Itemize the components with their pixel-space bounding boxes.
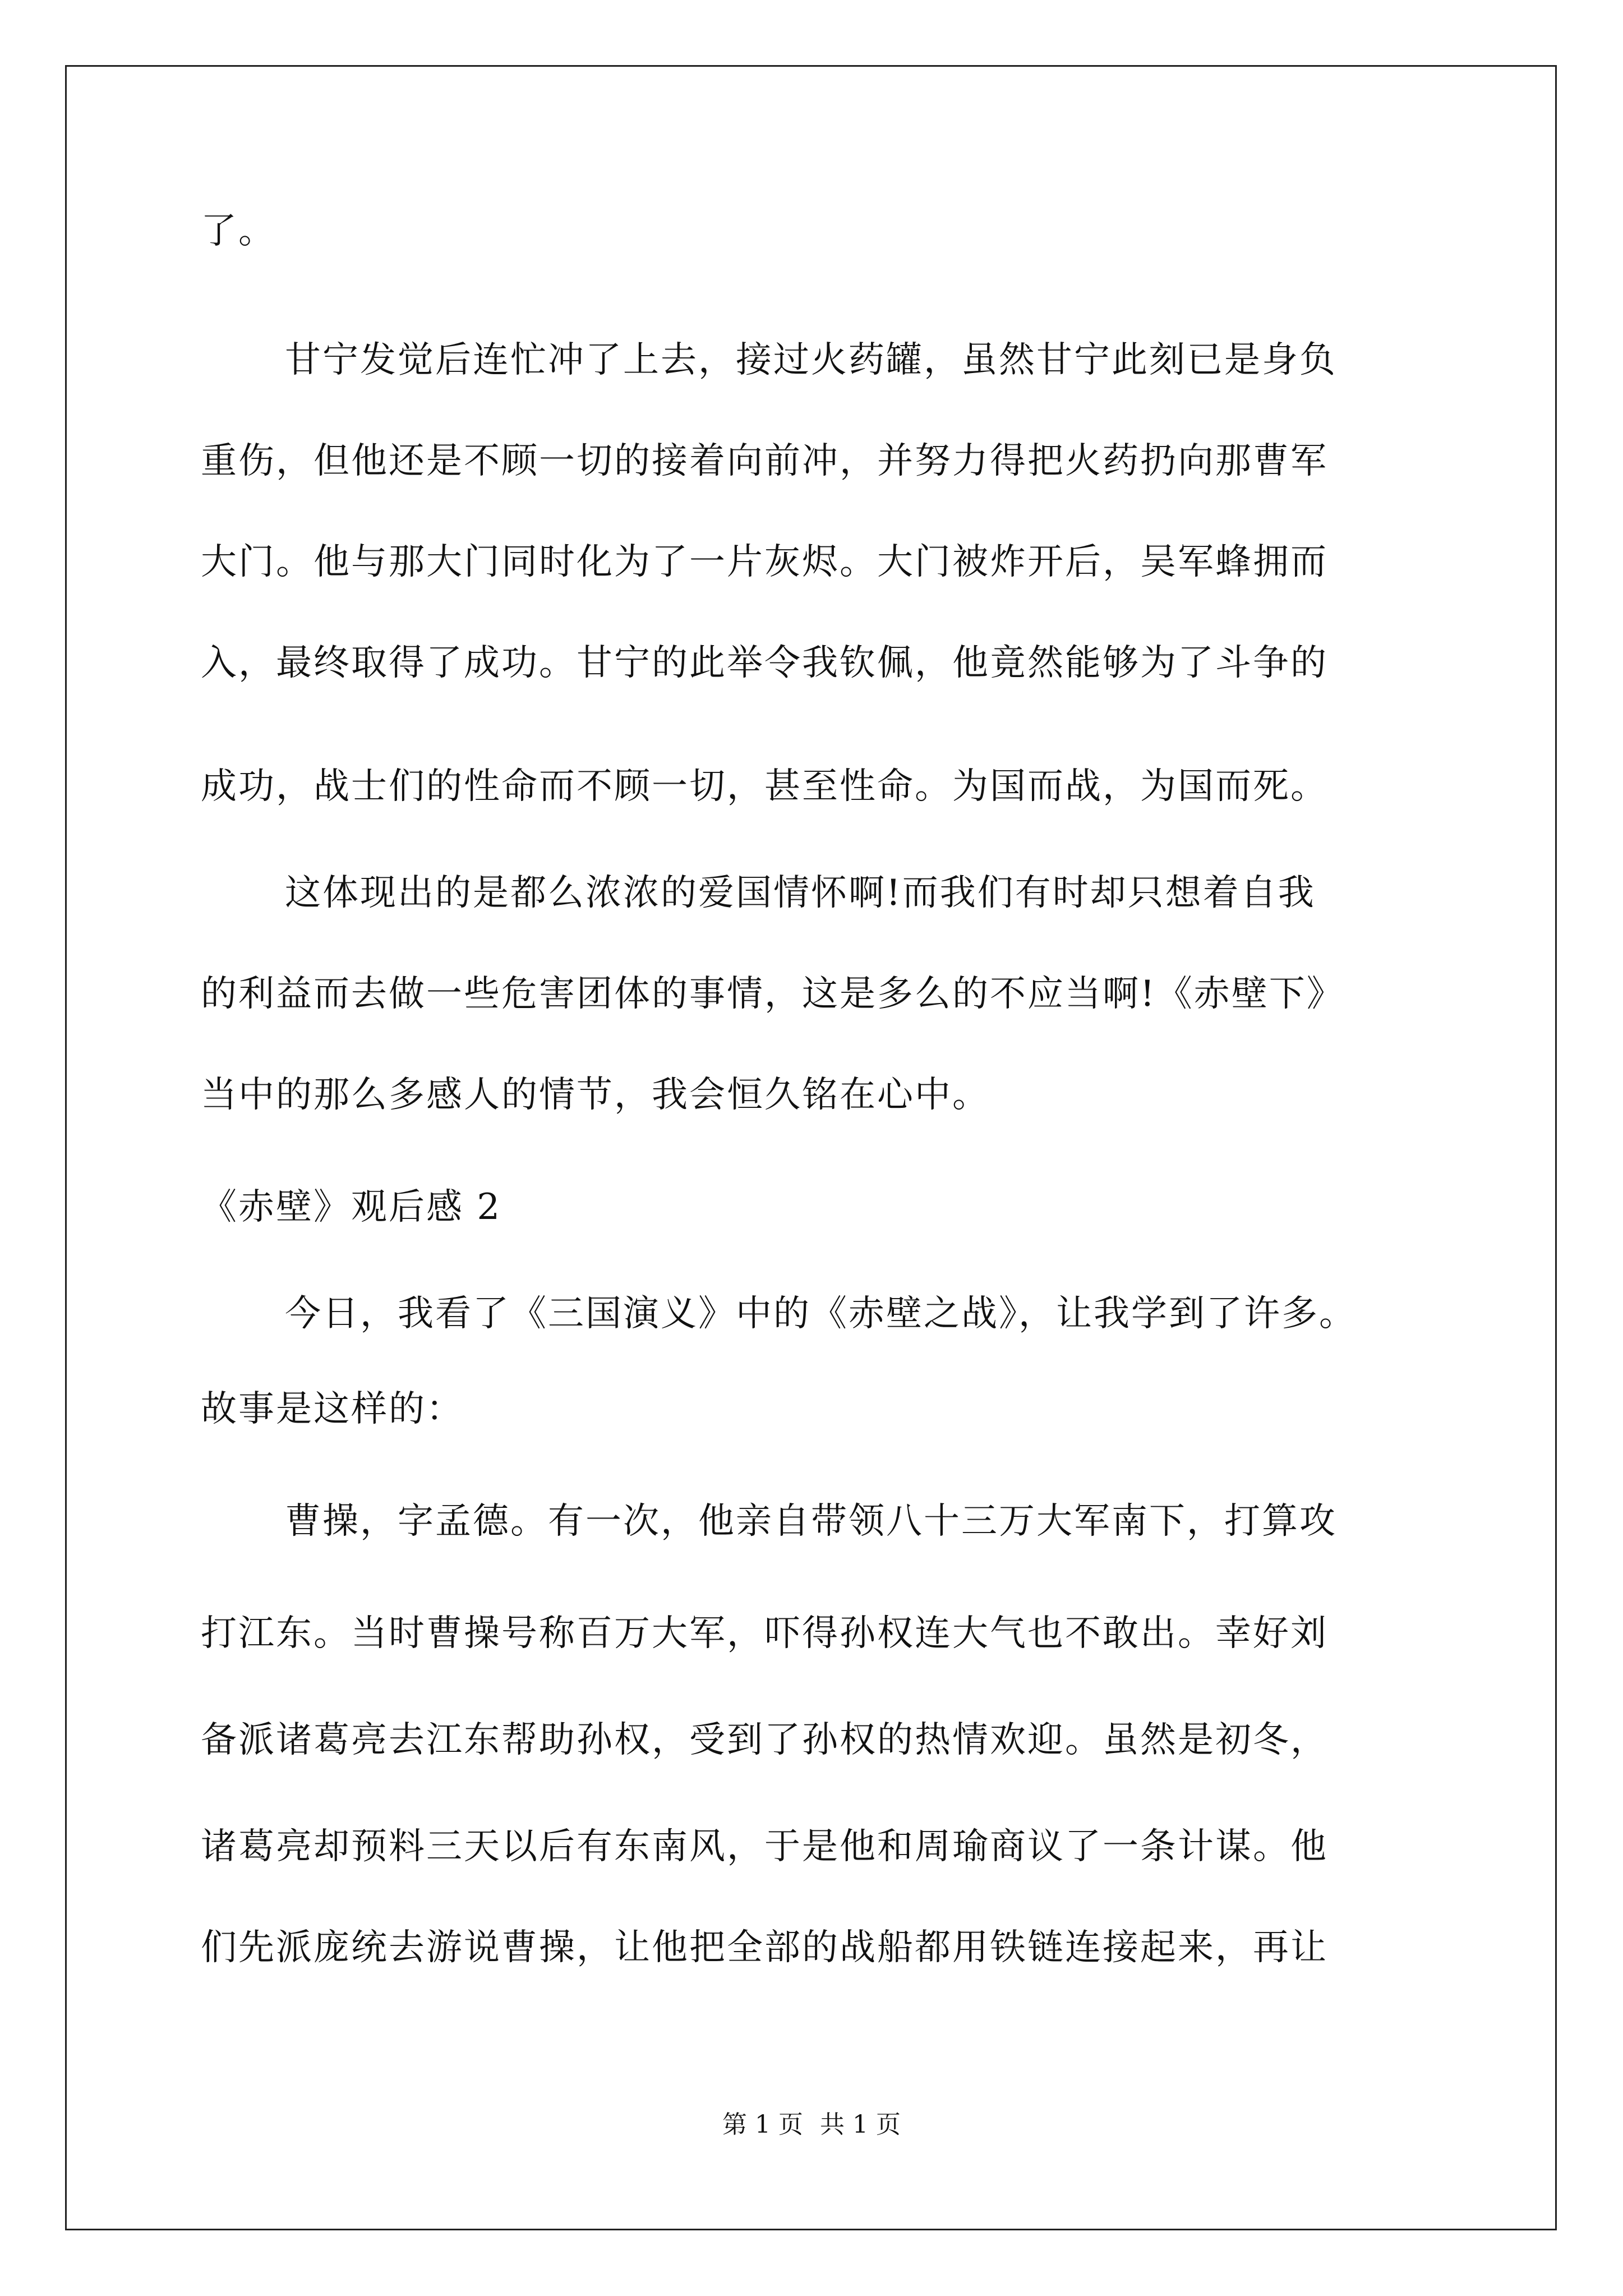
paragraph-first-line: 甘宁发觉后连忙冲了上去，接过火药罐，虽然甘宁此刻已是身负 <box>285 339 1337 381</box>
paragraph-first-line: 这体现出的是都么浓浓的爱国情怀啊!而我们有时却只想着自我 <box>285 872 1316 914</box>
body-line: 的利益而去做一些危害团体的事情，这是多么的不应当啊!《赤壁下》 <box>201 973 1344 1015</box>
paragraph-first-line: 曹操，字孟德。有一次，他亲自带领八十三万大军南下，打算攻 <box>285 1501 1337 1542</box>
body-line: 当中的那么多感人的情节，我会恒久铭在心中。 <box>201 1074 990 1116</box>
body-line: 了。 <box>201 210 276 252</box>
body-line: 打江东。当时曹操号称百万大军，吓得孙权连大气也不敢出。幸好刘 <box>201 1613 1328 1654</box>
body-line: 重伤，但他还是不顾一切的接着向前冲，并努力得把火药扔向那曹军 <box>201 440 1328 482</box>
body-line: 诸葛亮却预料三天以后有东南风，于是他和周瑜商议了一条计谋。他 <box>201 1826 1328 1867</box>
body-line: 成功，战士们的性命而不顾一切，甚至性命。为国而战，为国而死。 <box>201 766 1328 807</box>
paragraph-first-line: 今日，我看了《三国演义》中的《赤壁之战》，让我学到了许多。 <box>285 1293 1357 1335</box>
body-line: 大门。他与那大门同时化为了一片灰烬。大门被炸开后，吴军蜂拥而 <box>201 541 1328 583</box>
page-footer <box>0 2109 1623 2141</box>
body-line: 故事是这样的： <box>201 1388 464 1430</box>
body-line: 入，最终取得了成功。甘宁的此举令我钦佩，他竟然能够为了斗争的 <box>201 642 1328 684</box>
body-line: 们先派庞统去游说曹操，让他把全部的战船都用铁链连接起来，再让 <box>201 1927 1328 1968</box>
page-total: 共 1 页 <box>820 2110 901 2139</box>
section-heading: 《赤壁》观后感 2 <box>201 1186 502 1228</box>
page-border <box>65 65 1557 2230</box>
body-line: 备派诸葛亮去江东帮助孙权，受到了孙权的热情欢迎。虽然是初冬， <box>201 1719 1328 1761</box>
page-number: 第 1 页 <box>722 2110 803 2139</box>
